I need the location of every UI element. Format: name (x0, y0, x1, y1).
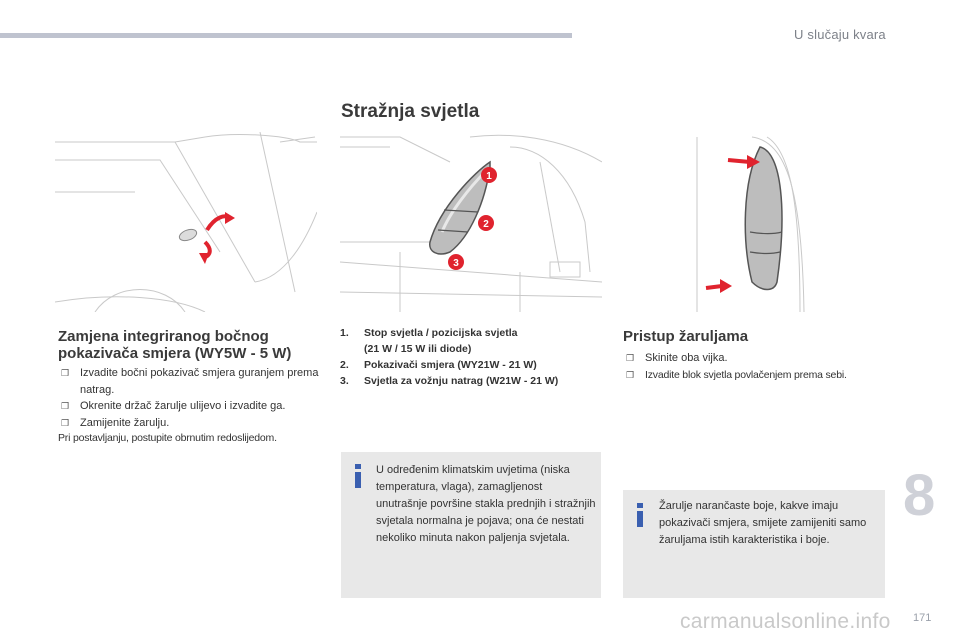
list-item: 1. Stop svjetla / pozicijska svjetla (21 W / 15 W ili diode) (340, 327, 518, 355)
rear-light-illustration (340, 132, 602, 312)
side-indicator-illustration (55, 132, 317, 312)
list-item: ❒ Skinite oba vijka. (623, 350, 893, 367)
info-icon (633, 503, 647, 527)
list-item: 2. Pokazivači smjera (WY21W - 21 W) (340, 359, 537, 371)
page-title: Stražnja svjetla (341, 101, 480, 122)
rear-light-bulb-list (340, 325, 605, 389)
list-item: 3. Svjetla za vožnju natrag (W21W - 21 W) (340, 375, 559, 387)
checkbox-bullet-icon: ❒ (61, 401, 70, 411)
orange-bulbs-info-text: Žarulje narančaste boje, kakve imaju pokazivači smjera, smijete zamijeniti samo žaruljama istih karakteristika i boje. (659, 500, 867, 546)
callout-2: 2 (483, 219, 489, 230)
side-indicator-heading (58, 328, 320, 362)
callout-3: 3 (453, 258, 459, 269)
condensation-info-box (341, 452, 601, 598)
checkbox-bullet-icon: ❒ (61, 368, 70, 378)
checkbox-bullet-icon: ❒ (626, 369, 634, 380)
bulb-access-steps (623, 350, 893, 383)
checkbox-bullet-icon: ❒ (626, 353, 635, 363)
orange-bulbs-info-box (623, 490, 885, 598)
light-unit-removal-illustration (692, 132, 812, 312)
list-item: ❒ Zamijenite žarulju. (58, 415, 320, 432)
page-number: 171 (913, 612, 932, 624)
side-indicator-steps (58, 365, 320, 431)
list-item: ❒ Okrenite držač žarulje ulijevo i izvadite ga. (58, 398, 320, 415)
callout-1: 1 (486, 171, 492, 182)
bulb-access-heading: Pristup žaruljama (623, 328, 749, 345)
side-indicator-heading-line1: Zamjena integriranog bočnog (58, 328, 269, 345)
watermark: carmanualsonline.info (680, 610, 891, 633)
checkbox-bullet-icon: ❒ (61, 417, 70, 428)
header-rule (0, 33, 572, 38)
info-icon (351, 464, 365, 488)
reassembly-note: Pri postavljanju, postupite obrnutim redoslijedom. (58, 432, 277, 444)
condensation-info-text: U određenim klimatskim uvjetima (niska temperatura, vlaga), zamagljenost unutrašnje površine stakla prednjih i stražnjih svjetala normalna je pojava; ona će nestati nekoliko minuta nakon paljenja svjetala. (376, 464, 596, 544)
chapter-number: 8 (903, 463, 936, 528)
list-item: ❒ Izvadite bočni pokazivač smjera guranjem prema natrag. (61, 367, 319, 396)
list-item: ❒ Izvadite blok svjetla povlačenjem prema sebi. (623, 367, 893, 384)
section-title: U slučaju kvara (794, 27, 886, 42)
side-indicator-heading-line2: pokazivača smjera (WY5W - 5 W) (58, 345, 292, 362)
